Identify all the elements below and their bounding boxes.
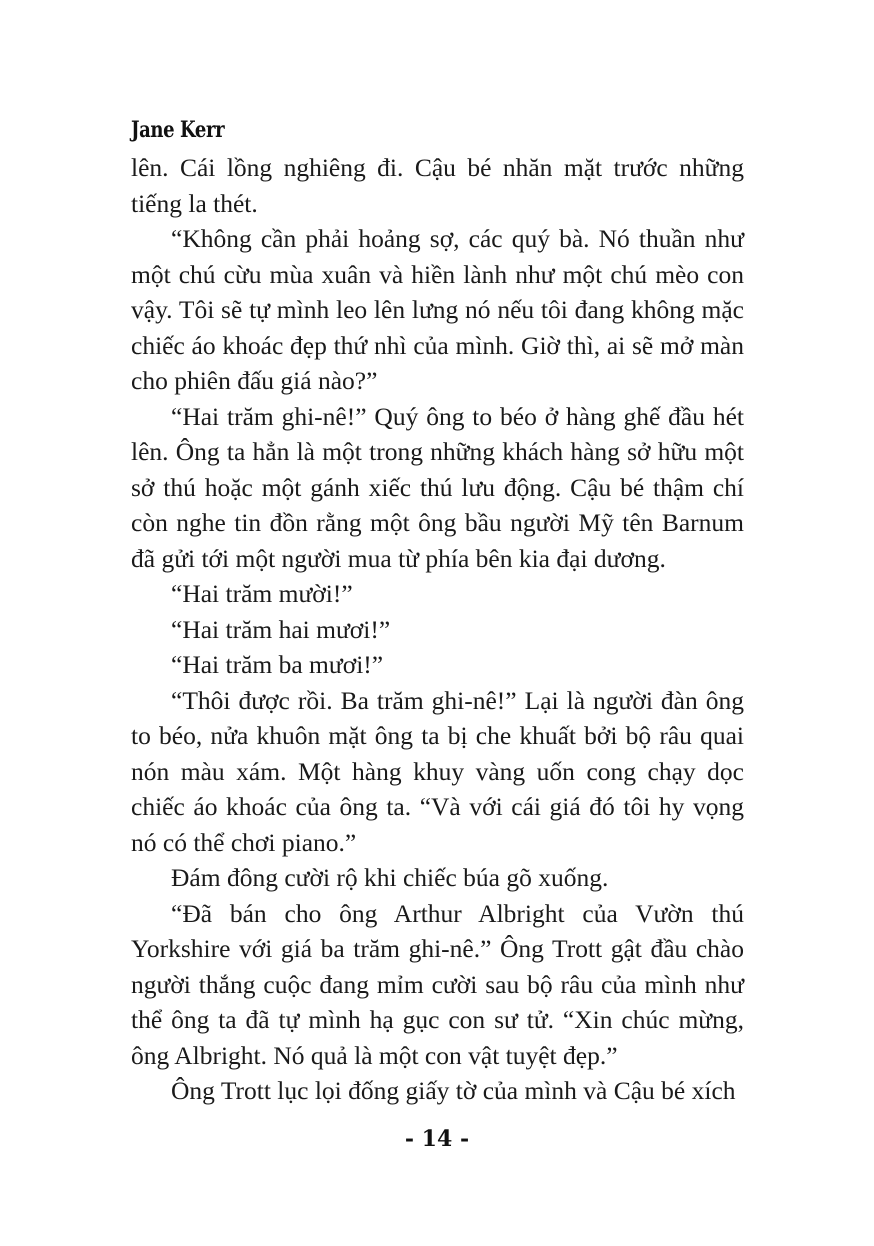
- paragraph: Ông Trott lục lọi đống giấy tờ của mình và Cậu bé xích: [171, 1076, 736, 1105]
- page-number: - 14 -: [404, 1126, 470, 1152]
- running-header-author: Jane Kerr: [131, 117, 225, 143]
- paragraph: “Không cần phải hoảng sợ, các quý bà. Nó thuần như một chú cừu mùa xuân và hiền lành như một chú mèo con vậy. Tôi sẽ tự mình leo lên lưng nó nếu tôi đang không mặc chiếc áo khoác đẹp thứ nhì của mình. Giờ thì, ai sẽ mở màn cho phiên đấu giá nào?”: [131, 224, 744, 395]
- paragraph: “Thôi được rồi. Ba trăm ghi-nê!” Lại là người đàn ông to béo, nửa khuôn mặt ông ta bị che khuất bởi bộ râu quai nón màu xám. Một hàng khuy vàng uốn cong chạy dọc chiếc áo khoác của ông ta. “Và với cái giá đó tôi hy vọng nó có thể chơi piano.”: [131, 685, 744, 857]
- paragraph: “Đã bán cho ông Arthur Albright của Vườn thú Yorkshire với giá ba trăm ghi-nê.” Ông Trott gật đầu chào người thắng cuộc đang mỉm cười sau bộ râu của mình như thể ông ta đã tự mình hạ gục con sư tử. “Xin chúc mừng, ông Albright. Nó quả là một con vật tuyệt đẹp.”: [131, 898, 744, 1070]
- paragraph: “Hai trăm mười!”: [171, 579, 353, 608]
- paragraph: “Hai trăm ghi-nê!” Quý ông to béo ở hàng ghế đầu hét lên. Ông ta hẳn là một trong những khách hàng sở hữu một sở thú hoặc một gánh xiếc thú lưu động. Cậu bé thậm chí còn nghe tin đồn rằng một ông bầu người Mỹ tên Barnum đã gửi tới một người mua từ phía bên kia đại dương.: [131, 401, 744, 573]
- body-text: [131, 150, 744, 1109]
- paragraph: Đám đông cười rộ khi chiếc búa gõ xuống.: [171, 863, 609, 892]
- paragraph: lên. Cái lồng nghiêng đi. Cậu bé nhăn mặt trước những tiếng la thét.: [131, 153, 744, 218]
- paragraph: “Hai trăm hai mươi!”: [171, 614, 391, 644]
- paragraph: “Hai trăm ba mươi!”: [171, 650, 384, 679]
